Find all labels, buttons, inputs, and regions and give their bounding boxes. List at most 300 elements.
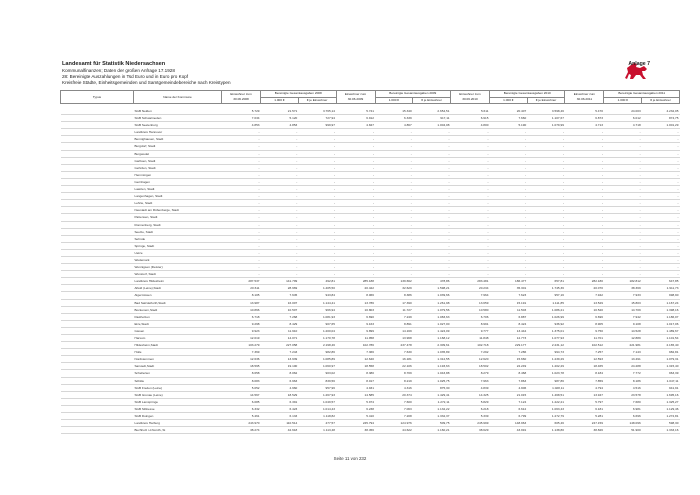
cell-value: 6.887 — [489, 313, 527, 320]
cell-value: 8.184 — [565, 370, 604, 377]
cell-value: 1.424,09 — [413, 327, 451, 334]
cell-value: 8.991 — [450, 320, 489, 327]
cell-value: 9.777 — [450, 327, 489, 334]
cell-value: - — [413, 193, 451, 200]
cell-value: 1.272,81 — [642, 413, 680, 420]
cell-value: - — [336, 178, 375, 185]
cell-value: 102.718 — [450, 342, 489, 349]
cell-value: 3.598,46 — [527, 108, 565, 115]
cell-value: - — [565, 264, 604, 271]
cell-value: 1.695,16 — [642, 391, 680, 398]
col-header-einwohner-2008: Einwohner zum 30.06.2008 — [222, 91, 261, 104]
cell-value: 14.325 — [450, 391, 489, 398]
cell-value: 7.249 — [375, 313, 413, 320]
cell-value: - — [375, 207, 413, 214]
cell-value: - — [261, 150, 299, 157]
cell-kommune-name: Bennighausen, Stadt — [133, 136, 221, 143]
cell-value: - — [642, 264, 680, 271]
cell-value: - — [489, 136, 527, 143]
cell-value: 647,85 — [642, 278, 680, 285]
cell-value: - — [489, 228, 527, 235]
cell-value: 10.866 — [222, 306, 261, 313]
cell-value: 12.640 — [336, 356, 375, 363]
cell-value: - — [261, 271, 299, 278]
cell-value: - — [222, 228, 261, 235]
cell-kommune-name: Lehrte, Stadt — [133, 200, 221, 207]
cell-value: 14.528 — [604, 327, 642, 334]
cell-value: 7.772 — [604, 370, 642, 377]
cell-value: 1.468,51 — [527, 391, 565, 398]
cell-value: 7.863 — [489, 377, 527, 384]
cell-kommune-name: Landkreis Hildesheim — [133, 278, 221, 285]
cell-kommune-name: Schellerten — [133, 370, 221, 377]
col-header-name: Name der Kommune — [133, 91, 221, 104]
cell-value: - — [604, 150, 642, 157]
cell-value: - — [489, 178, 527, 185]
cell-value: - — [450, 249, 489, 256]
cell-value: 4.960 — [261, 384, 299, 391]
table-row — [61, 129, 680, 136]
cell-value: - — [261, 256, 299, 263]
cell-value: 18.558 — [336, 363, 375, 370]
cell-value: - — [450, 178, 489, 185]
cell-value: - — [336, 271, 375, 278]
cell-value: 43.991 — [489, 427, 527, 434]
cell-value: 103.279 — [222, 342, 261, 349]
cell-value: 227.058 — [261, 342, 299, 349]
cell-value: 13.444 — [489, 327, 527, 334]
cell-value: 247.159 — [565, 420, 604, 427]
cell-value: - — [261, 186, 299, 193]
cell-value: 10.520 — [565, 306, 604, 313]
cell-value: 7.964 — [450, 292, 489, 299]
cell-value: 4.853 — [261, 122, 299, 129]
cell-value: 9.108 — [604, 320, 642, 327]
document-title: Landesamt für Statistik Niedersachsen — [62, 61, 166, 67]
cell-value: 1.004,08 — [413, 122, 451, 129]
cell-kommune-name: Wunstorf, Stadt — [133, 271, 221, 278]
cell-value: - — [489, 242, 527, 249]
cell-value: 12.620 — [450, 356, 489, 363]
cell-value: - — [604, 186, 642, 193]
cell-value: 4.794 — [565, 384, 604, 391]
table-row — [61, 186, 680, 193]
cell-value: 6.963 — [261, 377, 299, 384]
cell-value: - — [642, 193, 680, 200]
cell-value: - — [489, 249, 527, 256]
cell-value: 13.786 — [336, 299, 375, 306]
cell-value: 1.168,12 — [413, 335, 451, 342]
cell-value: 20.611 — [222, 285, 261, 292]
cell-value: 11.910 — [261, 327, 299, 334]
cell-value: - — [413, 136, 451, 143]
cell-value: - — [336, 207, 375, 214]
cell-typus — [61, 207, 134, 214]
cell-value: - — [642, 256, 680, 263]
cell-value: - — [489, 271, 527, 278]
cell-value: 1.144,41 — [298, 299, 336, 306]
table-row — [61, 391, 680, 398]
cell-value: - — [375, 157, 413, 164]
cell-value: - — [375, 136, 413, 143]
cell-typus — [61, 363, 134, 370]
cell-value: 102.786 — [336, 342, 375, 349]
cell-value: - — [375, 178, 413, 185]
cell-value: 1.060,97 — [298, 363, 336, 370]
table-row — [61, 384, 680, 391]
cell-value: 1.077,93 — [527, 335, 565, 342]
cell-value: - — [336, 171, 375, 178]
cell-kommune-name: Söhlde — [133, 377, 221, 384]
cell-value: - — [489, 186, 527, 193]
cell-value: 874,75 — [642, 115, 680, 122]
cell-typus — [61, 398, 134, 405]
cell-value: - — [336, 129, 375, 136]
table-row — [61, 292, 680, 299]
cell-typus — [61, 228, 134, 235]
cell-value: 15.660 — [489, 356, 527, 363]
cell-value: 38.274 — [222, 427, 261, 434]
cell-value: - — [222, 235, 261, 242]
cell-kommune-name: Uetze — [133, 249, 221, 256]
cell-value: 20.407 — [489, 108, 527, 115]
table-row — [61, 136, 680, 143]
cell-kommune-name: Bockenem,Stadt — [133, 306, 221, 313]
cell-value: 102.512 — [565, 342, 604, 349]
cell-typus — [61, 427, 134, 434]
cell-kommune-name: SGB Nelden — [133, 108, 221, 115]
cell-value: 15.803 — [604, 299, 642, 306]
cell-value: 11.701 — [565, 335, 604, 342]
col-header-ausgaben-2011: Bereinigte Gesamtausgaben 2011 — [604, 91, 680, 98]
cell-value: - — [565, 207, 604, 214]
cell-value: - — [222, 249, 261, 256]
cell-value: - — [527, 200, 565, 207]
cell-value: 18.502 — [450, 363, 489, 370]
cell-value: 10.803 — [336, 306, 375, 313]
cell-value: 4.232,05 — [642, 108, 680, 115]
cell-value: 477,57 — [298, 420, 336, 427]
cell-value: - — [413, 249, 451, 256]
cell-value: - — [298, 193, 336, 200]
cell-value: 6.085 — [222, 398, 261, 405]
cell-value: 6.218 — [450, 405, 489, 412]
cell-value: 11.503 — [489, 306, 527, 313]
col-sub-eur-per-capita: € je Einwohner — [642, 97, 680, 104]
cell-value: - — [261, 157, 299, 164]
table-row — [61, 171, 680, 178]
cell-typus — [61, 214, 134, 221]
cell-value: 903,02 — [298, 370, 336, 377]
cell-value: 12.889 — [604, 335, 642, 342]
cell-value: 22.106 — [375, 363, 413, 370]
table-row — [61, 299, 680, 306]
cell-value: - — [642, 228, 680, 235]
cell-value: 994,73 — [527, 349, 565, 356]
cell-value: 478,86 — [413, 278, 451, 285]
table-row — [61, 249, 680, 256]
cell-value: 1.081,93 — [298, 313, 336, 320]
cell-kommune-name: Laatzen, Stadt — [133, 186, 221, 193]
cell-value: - — [642, 129, 680, 136]
cell-value: - — [565, 178, 604, 185]
cell-value: - — [642, 143, 680, 150]
table-row — [61, 356, 680, 363]
cell-value: - — [489, 264, 527, 271]
cell-value: - — [489, 164, 527, 171]
table-row — [61, 271, 680, 278]
cell-value: 6.981 — [604, 405, 642, 412]
cell-value: 16.007 — [261, 299, 299, 306]
cell-value: - — [298, 164, 336, 171]
cell-value: 237.478 — [375, 342, 413, 349]
cell-value: 8.658 — [222, 370, 261, 377]
cell-value: - — [375, 200, 413, 207]
cell-value: 15.191 — [489, 299, 527, 306]
cell-value: - — [375, 143, 413, 150]
cell-value: - — [261, 249, 299, 256]
cell-value: 2.309,61 — [413, 342, 451, 349]
cell-value: 5.611 — [450, 108, 489, 115]
cell-value: - — [336, 150, 375, 157]
cell-value: - — [222, 256, 261, 263]
cell-value: - — [375, 235, 413, 242]
cell-value: - — [413, 221, 451, 228]
cell-value: 1.312,55 — [413, 356, 451, 363]
cell-value: 982,86 — [298, 349, 336, 356]
cell-value: - — [604, 207, 642, 214]
table-row — [61, 363, 680, 370]
cell-typus — [61, 115, 134, 122]
cell-kommune-name: SGB Duingen — [133, 413, 221, 420]
attachment-label: Anlage 7 — [628, 61, 650, 67]
cell-value: 8.386 — [375, 292, 413, 299]
cell-typus — [61, 320, 134, 327]
cell-value: 22.249 — [489, 363, 527, 370]
cell-value: 6.799 — [489, 413, 527, 420]
cell-value: 5.974 — [336, 398, 375, 405]
cell-value: 18.595 — [222, 363, 261, 370]
cell-value: - — [450, 271, 489, 278]
cell-value: 8.017 — [336, 377, 375, 384]
cell-kommune-name: Sarstedt,Stadt — [133, 363, 221, 370]
cell-value: - — [604, 157, 642, 164]
cell-value: 6.391 — [261, 398, 299, 405]
cell-value: 7.268 — [261, 313, 299, 320]
cell-kommune-name: Harsum — [133, 335, 221, 342]
cell-value: 19.100 — [261, 363, 299, 370]
cell-value: - — [489, 150, 527, 157]
cell-value: - — [642, 178, 680, 185]
cell-kommune-name: Eize,Stadt — [133, 320, 221, 327]
cell-value: - — [298, 171, 336, 178]
col-header-ausgaben-2009: Bereinigte Gesamtausgaben 2009 — [375, 91, 450, 98]
cell-value: 7.063 — [375, 405, 413, 412]
cell-value: - — [450, 157, 489, 164]
cell-value: - — [413, 242, 451, 249]
cell-value: 4.516 — [604, 384, 642, 391]
cell-kommune-name: Diekholzen — [133, 313, 221, 320]
cell-value: - — [222, 178, 261, 185]
table-row — [61, 427, 680, 434]
cell-value: 10.580 — [450, 306, 489, 313]
cell-value: - — [450, 136, 489, 143]
cell-value: 1.049,57 — [298, 398, 336, 405]
cell-value: - — [413, 186, 451, 193]
table-row — [61, 150, 680, 157]
cell-value: - — [336, 186, 375, 193]
cell-value: 5.410 — [336, 413, 375, 420]
cell-value: 936,92 — [527, 320, 565, 327]
cell-value: - — [413, 129, 451, 136]
cell-typus — [61, 335, 134, 342]
cell-value: - — [261, 178, 299, 185]
cell-value: - — [450, 256, 489, 263]
cell-kommune-name: Gehrden, Stadt — [133, 164, 221, 171]
cell-value: 1.170,78 — [298, 335, 336, 342]
cell-value: 1.186,07 — [642, 313, 680, 320]
cell-value: 13.939 — [261, 356, 299, 363]
cell-value: - — [642, 164, 680, 171]
cell-value: - — [489, 171, 527, 178]
cell-value: 657,81 — [527, 278, 565, 285]
cell-value: - — [298, 136, 336, 143]
cell-value: 124.976 — [375, 420, 413, 427]
cell-kommune-name: Seelze, Stadt — [133, 228, 221, 235]
cell-value: 7.208 — [375, 413, 413, 420]
cell-value: 1.261,98 — [413, 299, 451, 306]
cell-value: - — [642, 136, 680, 143]
cell-value: - — [375, 228, 413, 235]
cell-value: - — [527, 136, 565, 143]
cell-value: - — [565, 143, 604, 150]
table-row — [61, 377, 680, 384]
cell-typus — [61, 420, 134, 427]
cell-value: 13.491 — [604, 356, 642, 363]
cell-value: 963,39 — [642, 370, 680, 377]
cell-value: 4.906 — [489, 384, 527, 391]
cell-value: - — [604, 171, 642, 178]
cell-value: 110.514 — [261, 420, 299, 427]
cell-value: 42.618 — [261, 427, 299, 434]
cell-value: - — [222, 171, 261, 178]
cell-value: - — [298, 249, 336, 256]
cell-value: - — [336, 242, 375, 249]
cell-value: - — [336, 249, 375, 256]
cell-value: - — [565, 193, 604, 200]
cell-value: 941,91 — [642, 384, 680, 391]
cell-value: - — [298, 129, 336, 136]
table-row — [61, 221, 680, 228]
cell-value: 1.332,37 — [413, 413, 451, 420]
cell-typus — [61, 178, 134, 185]
table-row — [61, 398, 680, 405]
cell-value: - — [375, 214, 413, 221]
cell-value: - — [527, 171, 565, 178]
cell-value: - — [527, 157, 565, 164]
table-row — [61, 143, 680, 150]
table-row — [61, 405, 680, 412]
cell-value: 1.315,40 — [642, 363, 680, 370]
cell-kommune-name: Alfeld (Leine),Stadt — [133, 285, 221, 292]
cell-value: 6.339 — [375, 115, 413, 122]
cell-value: - — [527, 249, 565, 256]
cell-value: - — [222, 271, 261, 278]
col-header-einwohner-2010: Einwohner zum 30.06.2010 — [450, 91, 489, 104]
cell-value: 51.900 — [604, 427, 642, 434]
cell-value: - — [336, 164, 375, 171]
table-body — [61, 104, 680, 434]
cell-value: - — [298, 207, 336, 214]
cell-value: 1.489,67 — [642, 327, 680, 334]
cell-value: 1.043,88 — [413, 370, 451, 377]
cell-value: - — [450, 207, 489, 214]
cell-value: 1.111,85 — [527, 299, 565, 306]
cell-typus — [61, 377, 134, 384]
cell-value: - — [642, 235, 680, 242]
cell-kommune-name: Buchholz i.d.Nordh.,St — [133, 427, 221, 434]
cell-value: 6.912 — [336, 115, 375, 122]
cell-value: 5.281 — [565, 413, 604, 420]
cell-value: - — [336, 235, 375, 242]
cell-value: 8.429 — [261, 320, 299, 327]
cell-value: 998,90 — [642, 292, 680, 299]
cell-value: 20.070 — [565, 285, 604, 292]
col-header-einwohner-2009: Einwohner zum 30.06.2009 — [336, 91, 375, 104]
table-row — [61, 320, 680, 327]
cell-value: 6.181 — [565, 405, 604, 412]
cell-value: - — [261, 242, 299, 249]
cell-kommune-name: Pattensen, Stadt — [133, 214, 221, 221]
cell-kommune-name: SGB Sibbesse — [133, 405, 221, 412]
cell-value: - — [261, 207, 299, 214]
cell-value: 4.713 — [565, 122, 604, 129]
cell-value: 7.660 — [489, 115, 527, 122]
table-row — [61, 342, 680, 349]
cell-value: 20.374 — [375, 391, 413, 398]
cell-value: 875,30 — [413, 384, 451, 391]
cell-typus — [61, 306, 134, 313]
cell-value: 186.477 — [489, 278, 527, 285]
cell-value: - — [298, 214, 336, 221]
table-row — [61, 228, 680, 235]
cell-value: - — [565, 249, 604, 256]
cell-value: - — [450, 129, 489, 136]
col-sub-eur-per-capita: € je Einwohner — [527, 97, 565, 104]
cell-value: - — [298, 178, 336, 185]
cell-value: - — [261, 143, 299, 150]
cell-kommune-name: SGB Schwalmeden — [133, 115, 221, 122]
cell-value: 4.718 — [604, 122, 642, 129]
table-row — [61, 420, 680, 427]
cell-value: - — [527, 235, 565, 242]
cell-value: - — [222, 193, 261, 200]
col-sub-tsd-eur: 1.000 € — [604, 97, 642, 104]
cell-kommune-name: Bad Salzdetfurth,Stadt — [133, 299, 221, 306]
cell-typus — [61, 370, 134, 377]
cell-value: 492,81 — [298, 278, 336, 285]
cell-value: 1.014,43 — [298, 405, 336, 412]
cell-value: 5.741 — [336, 108, 375, 115]
cell-value: 28.969 — [261, 285, 299, 292]
cell-value: - — [261, 228, 299, 235]
cell-value: - — [413, 271, 451, 278]
cell-value: 11.848 — [450, 335, 489, 342]
cell-value: - — [413, 256, 451, 263]
cell-value: - — [261, 129, 299, 136]
cell-value: - — [336, 193, 375, 200]
cell-value: 2.198,46 — [298, 342, 336, 349]
